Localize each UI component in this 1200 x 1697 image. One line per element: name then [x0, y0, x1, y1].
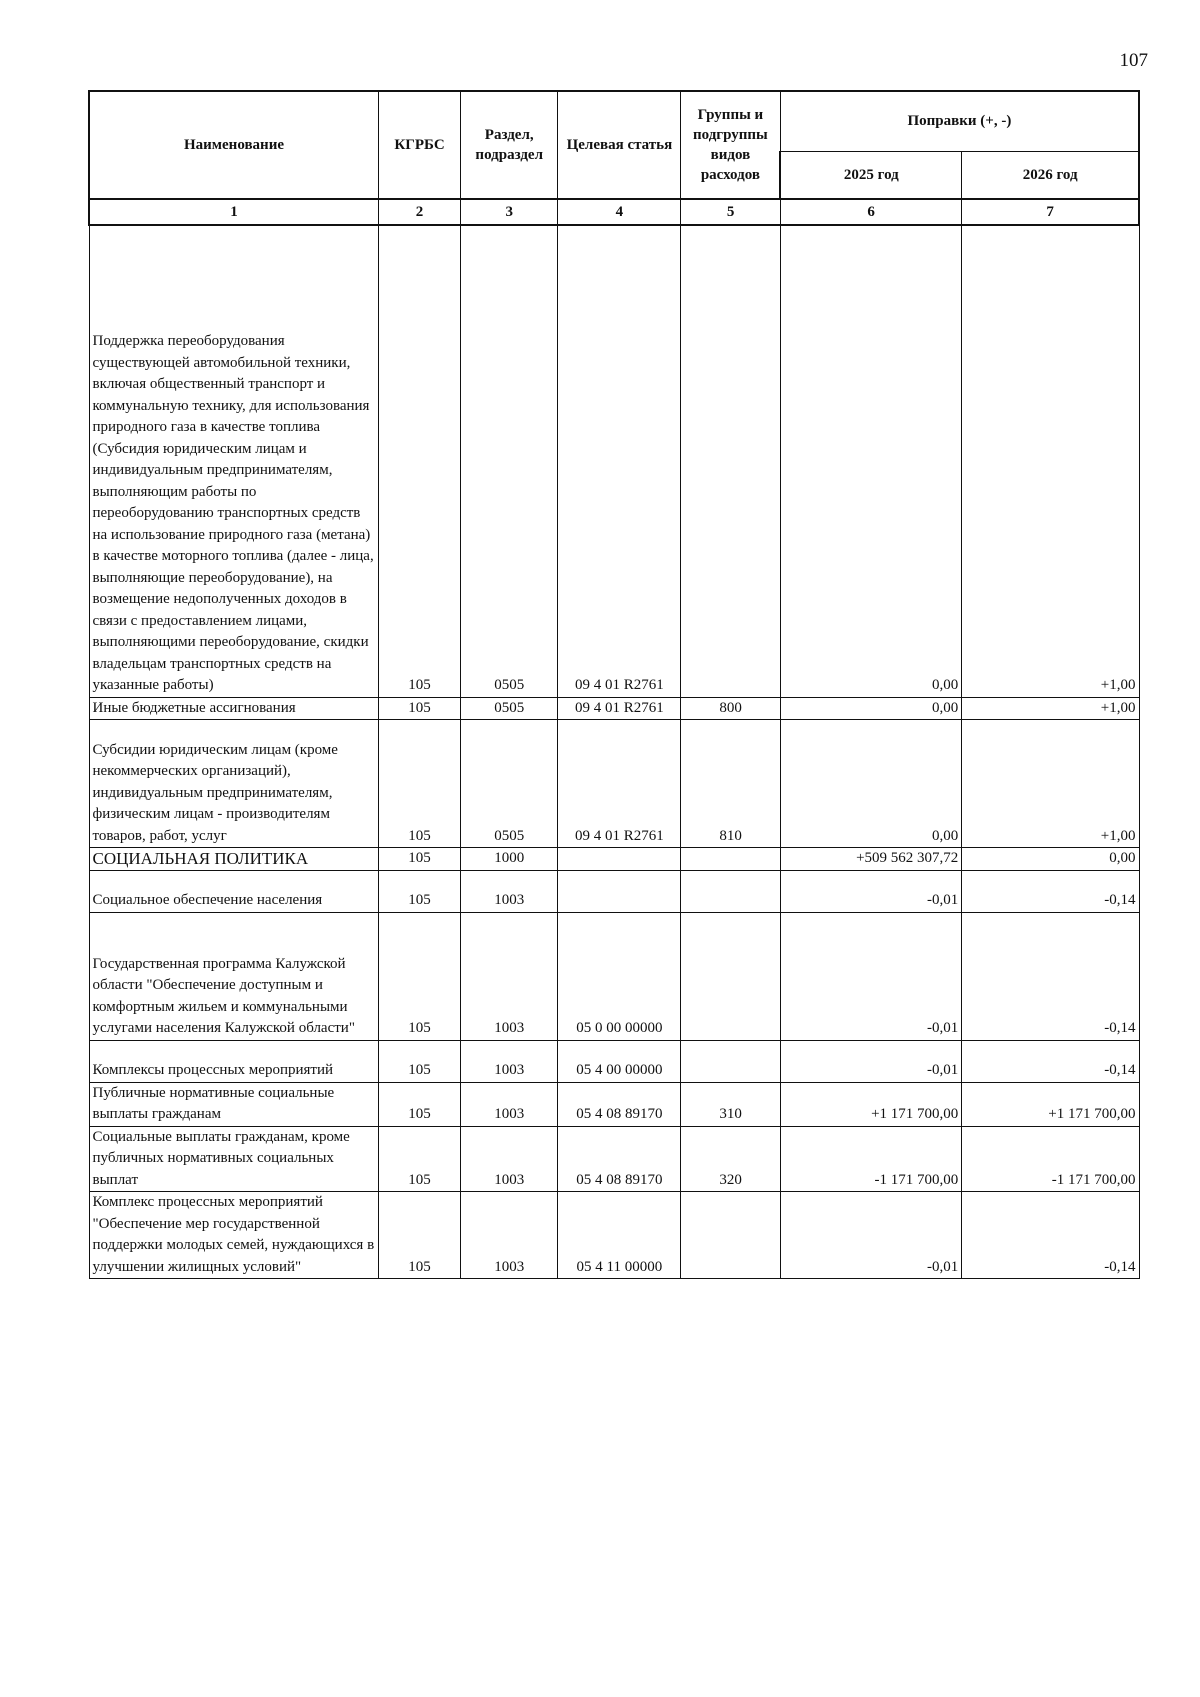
row-name: Поддержка переоборудования существующей автомобильной техники, включая общественный транспорт и коммунальную технику, для использования природного газа в качестве топлива (Субсидия юридическим лицам и индивидуальным предпринимателям, выполняющим работы по переоборудованию транспортных средств на использование природного газа (метана) в качестве моторного топлива (далее - лица, выполняющие переоборудование), на возмещение недополученных доходов в связи с предоставлением лицами, выполняющими переоборудование, скидки владельцам транспортных средств на указанные работы): [89, 225, 379, 697]
row-kgrbs: 105: [379, 848, 461, 871]
row-name: Государственная программа Калужской области "Обеспечение доступным и комфортным жильем и коммунальными услугами населения Калужской области": [89, 912, 379, 1040]
table-row: [89, 870, 1139, 912]
row-name: Комплекс процессных мероприятий "Обеспечение мер государственной поддержки молодых семей, нуждающихся в улучшении жилищных условий": [89, 1192, 379, 1279]
header-year-2025: 2025 год: [780, 151, 961, 199]
row-section: 0505: [461, 720, 558, 848]
row-kgrbs: 105: [379, 912, 461, 1040]
column-number: 1: [89, 199, 379, 225]
row-amount-2025: -1 171 700,00: [780, 1126, 961, 1192]
row-target: 05 4 11 00000: [558, 1192, 681, 1279]
row-target: [558, 848, 681, 871]
row-name: Социальное обеспечение населения: [89, 870, 379, 912]
column-number: 5: [681, 199, 780, 225]
row-name: Комплексы процессных мероприятий: [89, 1040, 379, 1082]
row-group: [681, 870, 780, 912]
row-group: 320: [681, 1126, 780, 1192]
row-amount-2026: -0,14: [962, 870, 1139, 912]
row-section: 1003: [461, 1192, 558, 1279]
row-target: 05 4 08 89170: [558, 1082, 681, 1126]
row-section: 0505: [461, 225, 558, 697]
row-name: Иные бюджетные ассигнования: [89, 697, 379, 720]
row-section: 1003: [461, 912, 558, 1040]
row-amount-2025: -0,01: [780, 912, 961, 1040]
row-amount-2026: -1 171 700,00: [962, 1126, 1139, 1192]
row-group: [681, 225, 780, 697]
row-group: 800: [681, 697, 780, 720]
column-number: 4: [558, 199, 681, 225]
table-row: [89, 1082, 1139, 1126]
row-section: 0505: [461, 697, 558, 720]
column-number: 3: [461, 199, 558, 225]
row-amount-2025: -0,01: [780, 1192, 961, 1279]
row-amount-2025: 0,00: [780, 720, 961, 848]
row-amount-2025: 0,00: [780, 225, 961, 697]
row-target: 09 4 01 R2761: [558, 225, 681, 697]
header-amendments: Поправки (+, -): [780, 91, 1139, 151]
row-amount-2026: +1,00: [962, 720, 1139, 848]
row-amount-2026: -0,14: [962, 912, 1139, 1040]
row-amount-2025: 0,00: [780, 697, 961, 720]
row-kgrbs: 105: [379, 870, 461, 912]
table-row: [89, 1126, 1139, 1192]
row-target: 09 4 01 R2761: [558, 697, 681, 720]
row-section: 1003: [461, 1040, 558, 1082]
row-group: [681, 848, 780, 871]
row-amount-2025: +1 171 700,00: [780, 1082, 961, 1126]
row-group: 810: [681, 720, 780, 848]
table-row: [89, 848, 1139, 871]
table-row: [89, 1040, 1139, 1082]
page-number: 107: [1119, 50, 1148, 71]
header-name: Наименование: [89, 91, 379, 199]
budget-amendments-table: [88, 90, 1140, 1279]
row-name: Субсидии юридическим лицам (кроме некоммерческих организаций), индивидуальным предпринимателям, физическим лицам - производителям товаров, работ, услуг: [89, 720, 379, 848]
row-kgrbs: 105: [379, 1040, 461, 1082]
row-kgrbs: 105: [379, 720, 461, 848]
table-row: [89, 1192, 1139, 1279]
row-target: 05 4 08 89170: [558, 1126, 681, 1192]
row-name: Социальные выплаты гражданам, кроме публичных нормативных социальных выплат: [89, 1126, 379, 1192]
row-name: СОЦИАЛЬНАЯ ПОЛИТИКА: [89, 848, 379, 871]
row-amount-2025: -0,01: [780, 870, 961, 912]
header-year-2026: 2026 год: [962, 151, 1139, 199]
row-name: Публичные нормативные социальные выплаты гражданам: [89, 1082, 379, 1126]
row-amount-2026: +1,00: [962, 225, 1139, 697]
column-number: 6: [780, 199, 961, 225]
row-section: 1003: [461, 1082, 558, 1126]
row-amount-2026: -0,14: [962, 1192, 1139, 1279]
row-section: 1003: [461, 870, 558, 912]
row-target: [558, 870, 681, 912]
row-kgrbs: 105: [379, 1126, 461, 1192]
column-number: 2: [379, 199, 461, 225]
header-kgrbs: КГРБС: [379, 91, 461, 199]
row-amount-2025: +509 562 307,72: [780, 848, 961, 871]
row-kgrbs: 105: [379, 1192, 461, 1279]
row-group: [681, 1192, 780, 1279]
row-section: 1000: [461, 848, 558, 871]
row-amount-2026: -0,14: [962, 1040, 1139, 1082]
row-amount-2025: -0,01: [780, 1040, 961, 1082]
row-group: 310: [681, 1082, 780, 1126]
header-groups: Группы и подгруппы видов расходов: [681, 91, 780, 199]
table-row: [89, 697, 1139, 720]
table-row: [89, 912, 1139, 1040]
row-group: [681, 1040, 780, 1082]
row-kgrbs: 105: [379, 225, 461, 697]
row-amount-2026: 0,00: [962, 848, 1139, 871]
row-target: 05 4 00 00000: [558, 1040, 681, 1082]
row-amount-2026: +1 171 700,00: [962, 1082, 1139, 1126]
table-row: [89, 720, 1139, 848]
column-number: 7: [962, 199, 1139, 225]
header-target: Целевая статья: [558, 91, 681, 199]
row-amount-2026: +1,00: [962, 697, 1139, 720]
row-kgrbs: 105: [379, 1082, 461, 1126]
row-kgrbs: 105: [379, 697, 461, 720]
table-row: [89, 225, 1139, 697]
row-target: 05 0 00 00000: [558, 912, 681, 1040]
row-target: 09 4 01 R2761: [558, 720, 681, 848]
header-section: Раздел, подраздел: [461, 91, 558, 199]
row-group: [681, 912, 780, 1040]
row-section: 1003: [461, 1126, 558, 1192]
